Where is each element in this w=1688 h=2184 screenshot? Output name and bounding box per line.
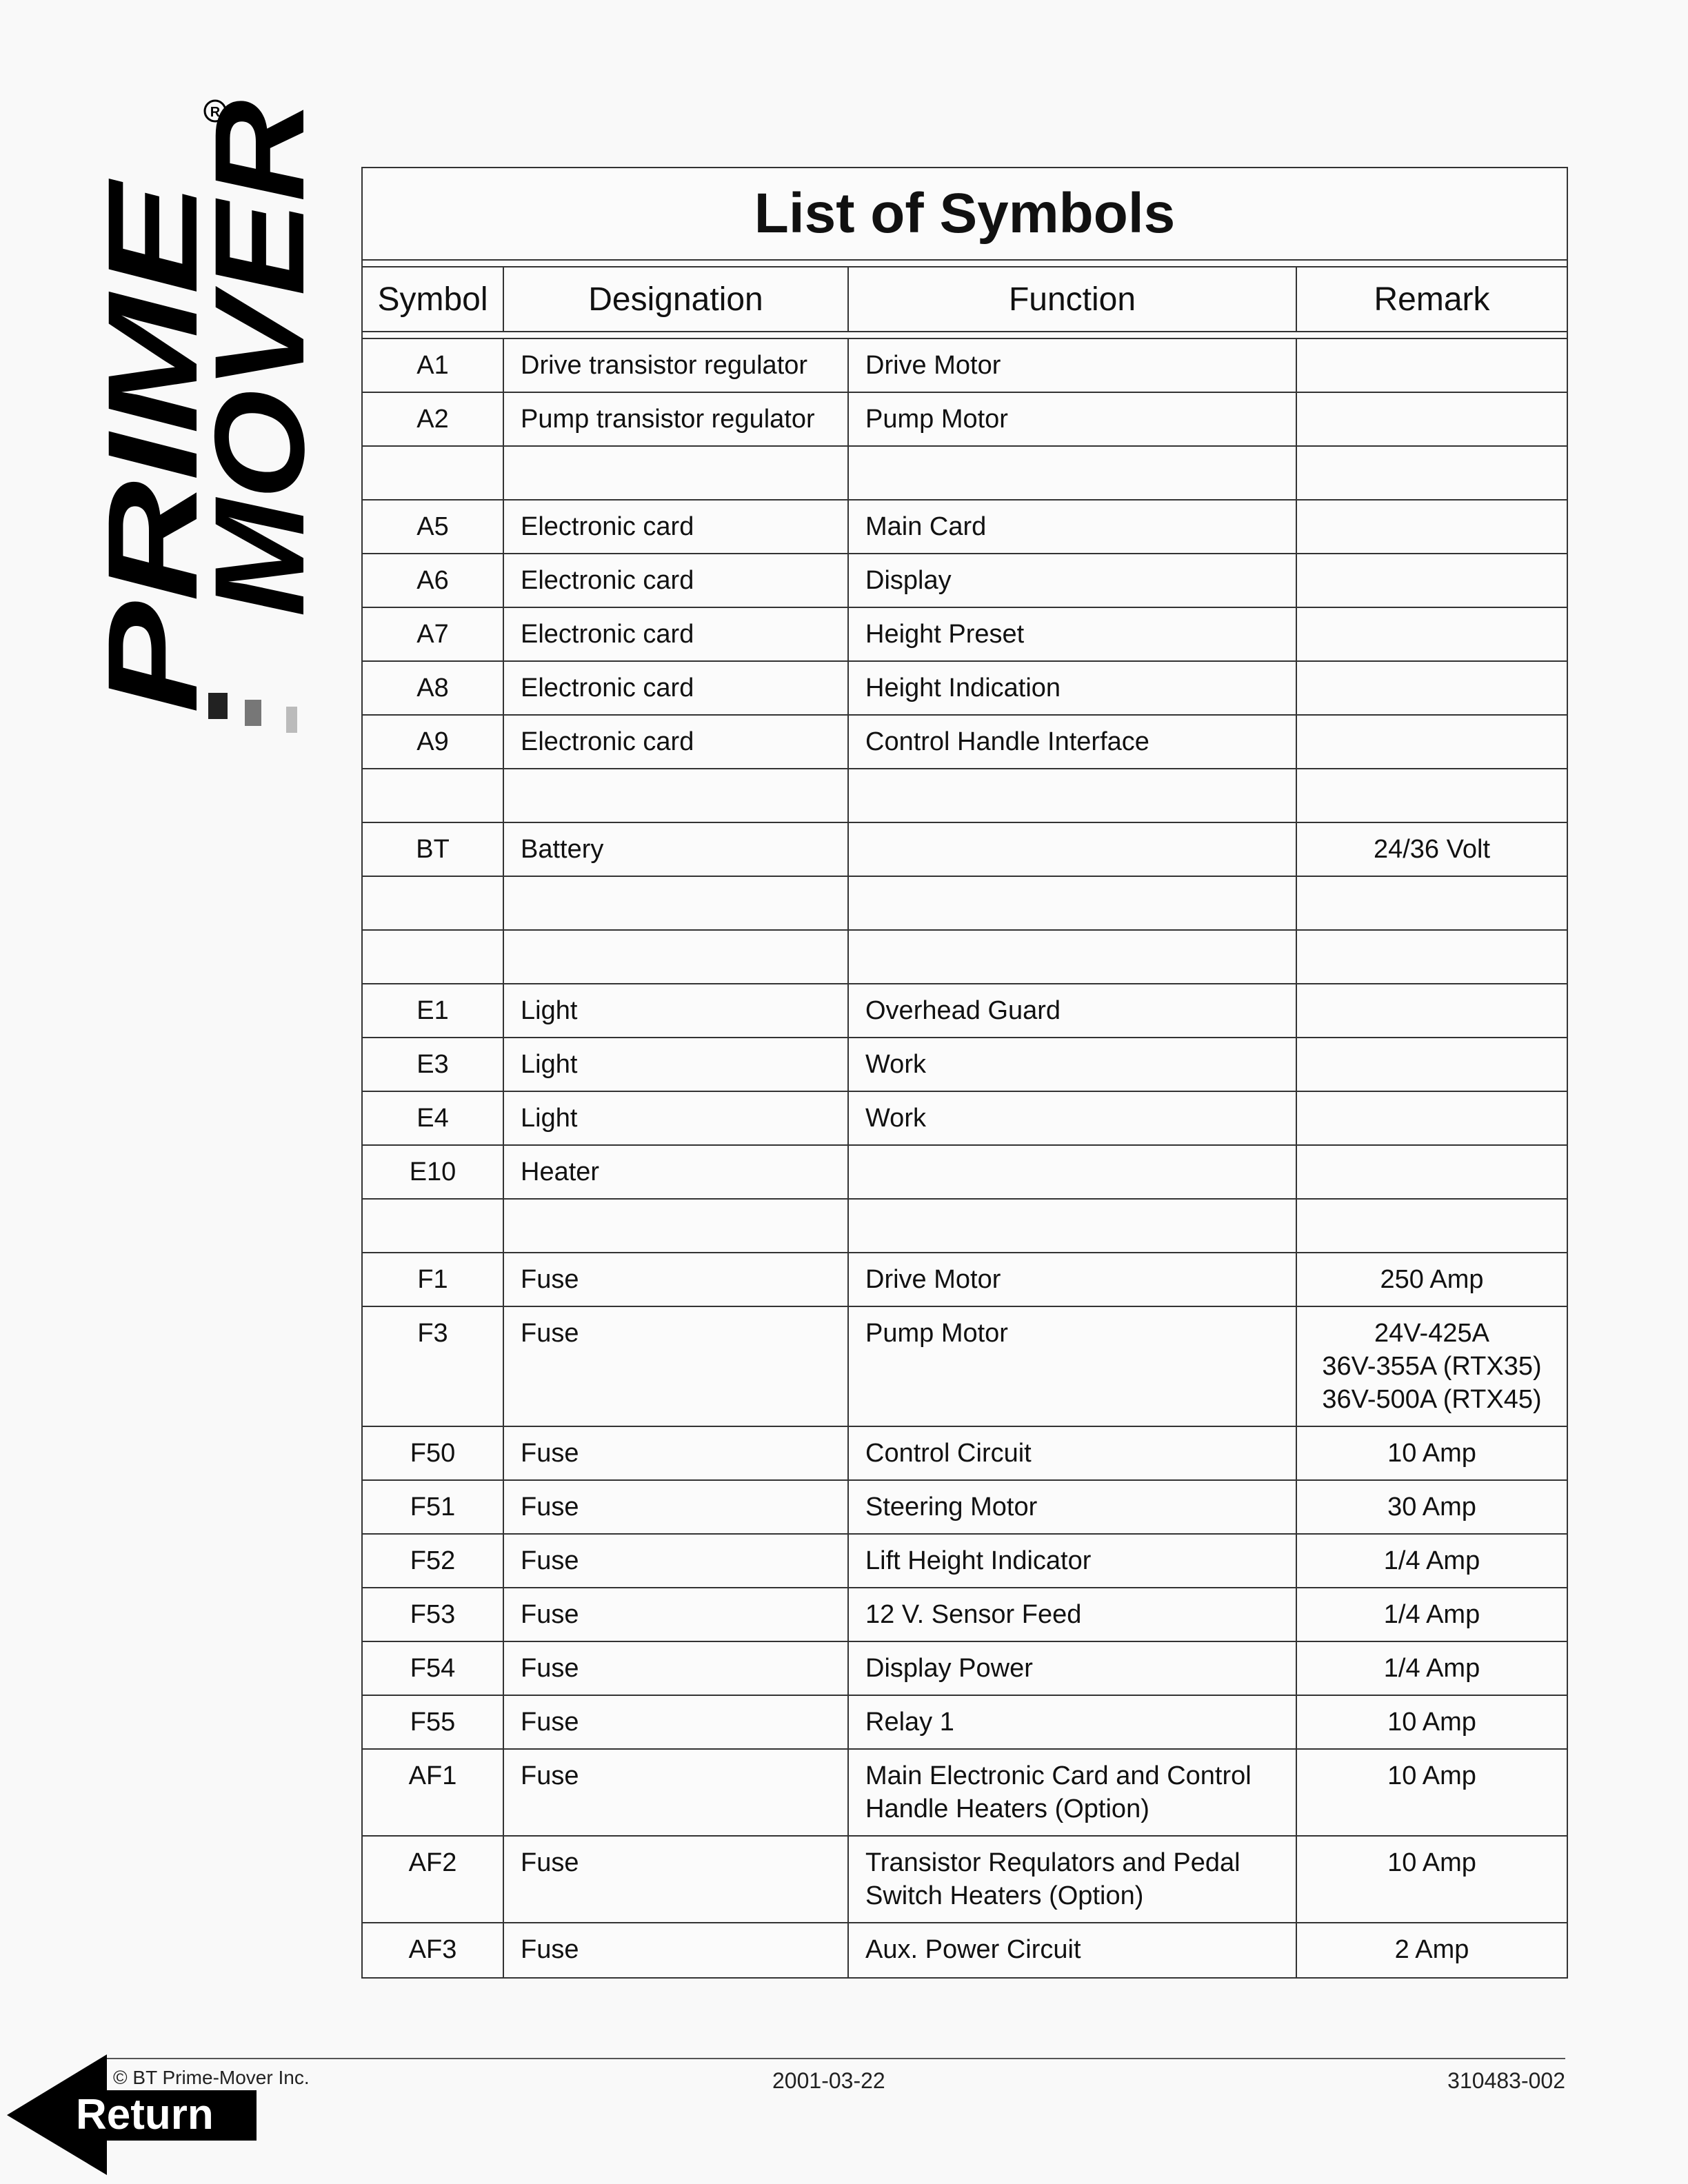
logo-bar-1 bbox=[208, 693, 228, 719]
function-cell: Display Power bbox=[849, 1642, 1297, 1695]
designation-cell: Electronic card bbox=[504, 554, 849, 607]
symbol-cell: F51 bbox=[363, 1481, 504, 1533]
designation-cell: Light bbox=[504, 984, 849, 1037]
prime-mover-logo bbox=[90, 93, 317, 755]
designation-cell: Fuse bbox=[504, 1588, 849, 1641]
remark-cell: 250 Amp bbox=[1380, 1265, 1484, 1294]
remark-cell bbox=[1297, 447, 1567, 499]
remark-cell bbox=[1297, 984, 1567, 1037]
remark-cell bbox=[1297, 931, 1567, 983]
table-header-row bbox=[363, 267, 1567, 332]
table-row bbox=[363, 447, 1567, 501]
function-cell bbox=[849, 1200, 1297, 1252]
remark-cell: 1/4 Amp bbox=[1383, 1600, 1480, 1629]
symbol-cell: A8 bbox=[363, 662, 504, 714]
symbol-cell: E1 bbox=[363, 984, 504, 1037]
symbol-cell bbox=[363, 769, 504, 822]
function-cell: Height Indication bbox=[849, 662, 1297, 714]
symbol-cell: A7 bbox=[363, 608, 504, 660]
table-row bbox=[363, 931, 1567, 984]
remark-cell: 10 Amp bbox=[1387, 1439, 1476, 1468]
return-label: Return bbox=[76, 2091, 214, 2138]
function-cell: Control Handle Interface bbox=[849, 716, 1297, 768]
symbol-cell bbox=[363, 877, 504, 929]
designation-cell: Light bbox=[504, 1092, 849, 1144]
remark-cell: 24V-425A 36V-355A (RTX35) 36V-500A (RTX45) bbox=[1322, 1319, 1542, 1414]
function-cell: Main Card bbox=[849, 501, 1297, 553]
function-cell: Pump Motor bbox=[849, 393, 1297, 445]
table-title: List of Symbols bbox=[363, 168, 1567, 261]
function-cell: Control Circuit bbox=[849, 1427, 1297, 1479]
designation-cell: Light bbox=[504, 1038, 849, 1091]
table-row bbox=[363, 1481, 1567, 1535]
footer-divider bbox=[103, 2058, 1565, 2059]
table-row bbox=[363, 1642, 1567, 1696]
designation-cell: Electronic card bbox=[504, 716, 849, 768]
table-row bbox=[363, 1837, 1567, 1923]
remark-cell bbox=[1297, 1092, 1567, 1144]
symbol-cell: F53 bbox=[363, 1588, 504, 1641]
table-row bbox=[363, 501, 1567, 554]
table-body bbox=[363, 339, 1567, 1977]
table-row bbox=[363, 1253, 1567, 1307]
function-cell: 12 V. Sensor Feed bbox=[849, 1588, 1297, 1641]
designation-cell: Fuse bbox=[504, 1427, 849, 1479]
table-row bbox=[363, 662, 1567, 716]
function-cell: Work bbox=[849, 1092, 1297, 1144]
remark-cell bbox=[1297, 1038, 1567, 1091]
designation-cell bbox=[504, 447, 849, 499]
function-cell: Display bbox=[849, 554, 1297, 607]
symbol-cell: A5 bbox=[363, 501, 504, 553]
symbol-cell: F1 bbox=[363, 1253, 504, 1306]
designation-cell: Pump transistor regulator bbox=[504, 393, 849, 445]
function-cell: Main Electronic Card and Control Handle Heaters (Option) bbox=[849, 1750, 1297, 1835]
symbol-cell: F3 bbox=[363, 1307, 504, 1426]
designation-cell bbox=[504, 1200, 849, 1252]
table-row bbox=[363, 608, 1567, 662]
designation-cell: Fuse bbox=[504, 1837, 849, 1922]
symbol-cell: AF2 bbox=[363, 1837, 504, 1922]
remark-cell bbox=[1297, 608, 1567, 660]
table-row bbox=[363, 1923, 1567, 1977]
function-cell: Height Preset bbox=[849, 608, 1297, 660]
function-cell bbox=[849, 931, 1297, 983]
logo-bar-2 bbox=[245, 700, 261, 726]
function-cell: Drive Motor bbox=[849, 1253, 1297, 1306]
designation-cell: Fuse bbox=[504, 1696, 849, 1748]
designation-cell: Electronic card bbox=[504, 662, 849, 714]
symbol-cell bbox=[363, 1200, 504, 1252]
function-cell bbox=[849, 769, 1297, 822]
designation-cell bbox=[504, 931, 849, 983]
function-cell: Lift Height Indicator bbox=[849, 1535, 1297, 1587]
symbol-cell: E4 bbox=[363, 1092, 504, 1144]
header-function: Function bbox=[849, 267, 1297, 331]
table-row bbox=[363, 1750, 1567, 1837]
symbol-cell: F55 bbox=[363, 1696, 504, 1748]
designation-cell: Fuse bbox=[504, 1481, 849, 1533]
header-remark: Remark bbox=[1374, 281, 1490, 318]
designation-cell: Battery bbox=[504, 823, 849, 876]
document-number: 310483-002 bbox=[1447, 2068, 1565, 2093]
function-cell: Aux. Power Circuit bbox=[849, 1923, 1297, 1977]
remark-cell bbox=[1297, 554, 1567, 607]
table-row bbox=[363, 554, 1567, 608]
designation-cell: Electronic card bbox=[504, 501, 849, 553]
symbol-cell: F52 bbox=[363, 1535, 504, 1587]
remark-cell bbox=[1297, 662, 1567, 714]
table-row bbox=[363, 877, 1567, 931]
symbol-cell: A1 bbox=[363, 339, 504, 392]
table-row bbox=[363, 1038, 1567, 1092]
logo-mover-text: MOVER bbox=[189, 149, 317, 617]
designation-cell: Drive transistor regulator bbox=[504, 339, 849, 392]
function-cell: Overhead Guard bbox=[849, 984, 1297, 1037]
remark-cell: 30 Amp bbox=[1387, 1493, 1476, 1521]
table-row bbox=[363, 1588, 1567, 1642]
remark-cell: 1/4 Amp bbox=[1383, 1654, 1480, 1683]
function-cell: Relay 1 bbox=[849, 1696, 1297, 1748]
function-cell: Steering Motor bbox=[849, 1481, 1297, 1533]
symbol-cell: F50 bbox=[363, 1427, 504, 1479]
designation-cell: Fuse bbox=[504, 1307, 849, 1426]
table-row bbox=[363, 1307, 1567, 1427]
symbol-cell: E10 bbox=[363, 1146, 504, 1198]
table-row bbox=[363, 716, 1567, 769]
symbol-cell: F54 bbox=[363, 1642, 504, 1695]
remark-cell bbox=[1297, 716, 1567, 768]
header-designation: Designation bbox=[504, 267, 849, 331]
designation-cell: Fuse bbox=[504, 1923, 849, 1977]
symbol-cell: A6 bbox=[363, 554, 504, 607]
function-cell: Drive Motor bbox=[849, 339, 1297, 392]
remark-cell bbox=[1297, 769, 1567, 822]
remark-cell: 10 Amp bbox=[1387, 1848, 1476, 1877]
header-symbol: Symbol bbox=[363, 267, 504, 331]
designation-cell bbox=[504, 769, 849, 822]
logo-bar-3 bbox=[286, 707, 297, 733]
designation-cell: Fuse bbox=[504, 1642, 849, 1695]
remark-cell bbox=[1297, 1200, 1567, 1252]
table-row bbox=[363, 1427, 1567, 1481]
return-button[interactable] bbox=[7, 2054, 259, 2175]
designation-cell: Fuse bbox=[504, 1750, 849, 1835]
function-cell: Transistor Requlators and Pedal Switch Heaters (Option) bbox=[849, 1837, 1297, 1922]
remark-cell: 2 Amp bbox=[1394, 1935, 1469, 1964]
remark-cell bbox=[1297, 877, 1567, 929]
symbol-cell: A2 bbox=[363, 393, 504, 445]
designation-cell: Fuse bbox=[504, 1253, 849, 1306]
table-row bbox=[363, 823, 1567, 877]
symbol-cell: E3 bbox=[363, 1038, 504, 1091]
copyright-text: © BT Prime-Mover Inc. bbox=[113, 2067, 310, 2088]
table-row bbox=[363, 393, 1567, 447]
function-cell bbox=[849, 877, 1297, 929]
designation-cell: Electronic card bbox=[504, 608, 849, 660]
symbol-cell: AF1 bbox=[363, 1750, 504, 1835]
symbol-cell bbox=[363, 447, 504, 499]
remark-cell: 10 Amp bbox=[1387, 1761, 1476, 1790]
designation-cell: Heater bbox=[504, 1146, 849, 1198]
symbol-cell bbox=[363, 931, 504, 983]
table-row bbox=[363, 984, 1567, 1038]
table-row bbox=[363, 339, 1567, 393]
remark-cell: 24/36 Volt bbox=[1373, 835, 1491, 864]
footer-date: 2001-03-22 bbox=[772, 2068, 885, 2093]
svg-text:R: R bbox=[210, 105, 221, 120]
remark-cell: 1/4 Amp bbox=[1383, 1546, 1480, 1575]
function-cell bbox=[849, 1146, 1297, 1198]
function-cell: Work bbox=[849, 1038, 1297, 1091]
designation-cell bbox=[504, 877, 849, 929]
table-row bbox=[363, 1146, 1567, 1200]
remark-cell bbox=[1297, 1146, 1567, 1198]
table-row bbox=[363, 1092, 1567, 1146]
symbol-cell: AF3 bbox=[363, 1923, 504, 1977]
function-cell bbox=[849, 447, 1297, 499]
remark-cell bbox=[1297, 393, 1567, 445]
function-cell bbox=[849, 823, 1297, 876]
remark-cell bbox=[1297, 339, 1567, 392]
symbol-cell: BT bbox=[363, 823, 504, 876]
table-row bbox=[363, 1696, 1567, 1750]
symbols-table bbox=[361, 167, 1568, 1979]
symbol-cell: A9 bbox=[363, 716, 504, 768]
function-cell: Pump Motor bbox=[849, 1307, 1297, 1426]
table-row bbox=[363, 1200, 1567, 1253]
table-row bbox=[363, 769, 1567, 823]
table-row bbox=[363, 1535, 1567, 1588]
remark-cell bbox=[1297, 501, 1567, 553]
logo-prime-text: PRIME bbox=[90, 310, 224, 714]
designation-cell: Fuse bbox=[504, 1535, 849, 1587]
remark-cell: 10 Amp bbox=[1387, 1708, 1476, 1737]
